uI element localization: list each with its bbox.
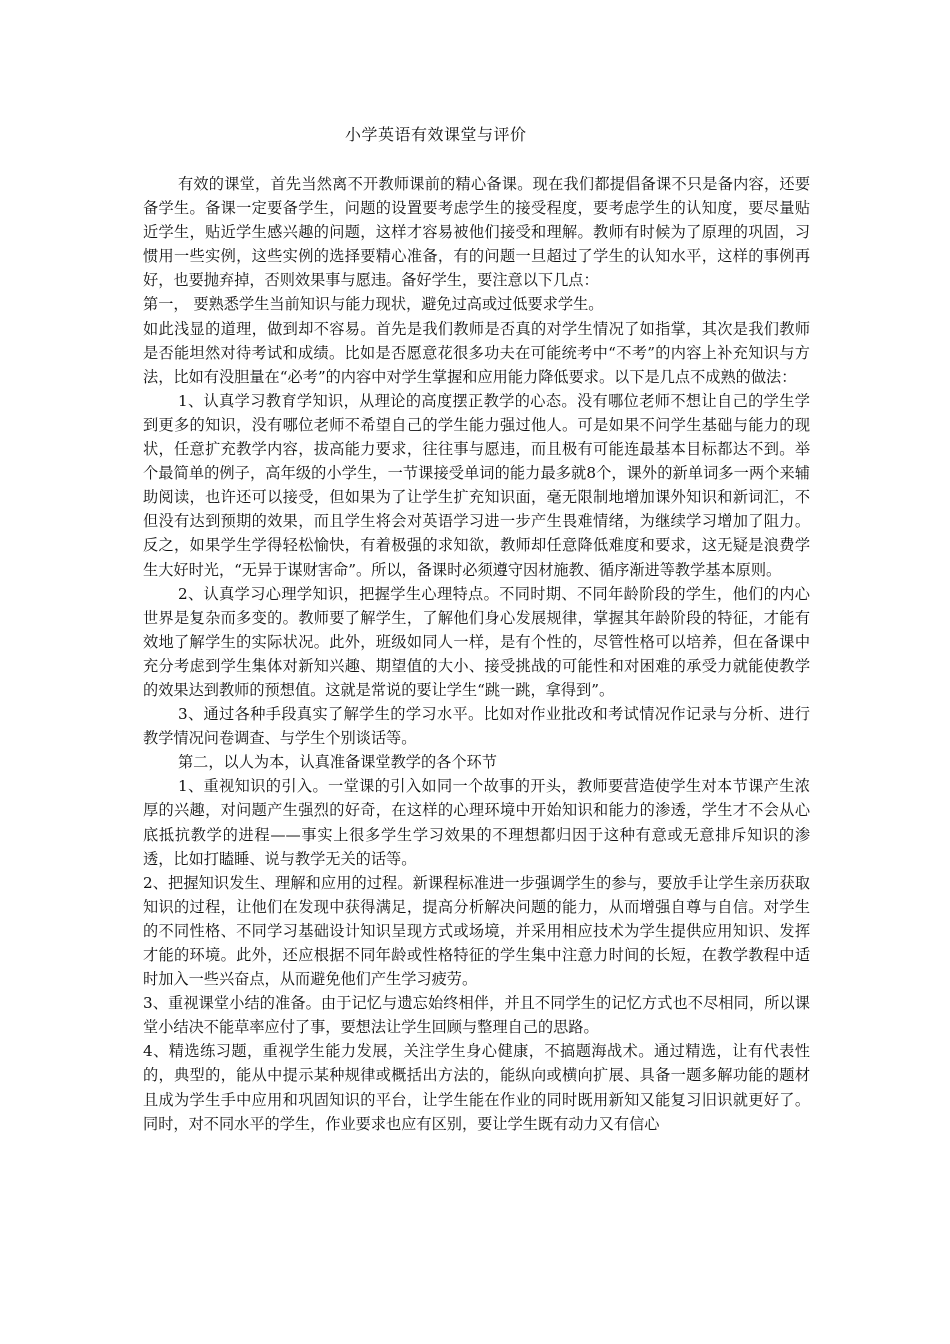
body-paragraph: 第一， 要熟悉学生当前知识与能力现状，避免过高或过低要求学生。 [143, 295, 604, 314]
body-paragraph: 如此浅显的道理，做到却不容易。首先是我们教师是否真的对学生情况了如指掌，其次是我们教师是否能坦然对待考试和成绩。比如是否愿意花很多功夫在可能统考中“不考”的内容上补充知识与方法，比如有没胆量在“必考”的内容中对学生掌握和应用能力降低要求。以下是几点不成熟的做法： [143, 319, 810, 386]
body-paragraph: 3、重视课堂小结的准备。由于记忆与遗忘始终相伴，并且不同学生的记忆方式也不尽相同，所以课堂小结决不能草率应付了事，要想法让学生回顾与整理自己的思路。 [143, 994, 810, 1037]
body-paragraph: 1、重视知识的引入。一堂课的引入如同一个故事的开头，教师要营造使学生对本节课产生浓厚的兴趣，对问题产生强烈的好奇，在这样的心理环境中开始知识和能力的渗透，学生才不会从心底抵抗教学的进程——事实上很多学生学习效果的不理想都归因于这种有意或无意排斥知识的渗透，比如打瞌睡、说与教学无关的话等。 [143, 777, 810, 868]
body-paragraph: 3、通过各种手段真实了解学生的学习水平。比如对作业批改和考试情况作记录与分析、进行教学情况问卷调查、与学生个别谈话等。 [143, 705, 810, 748]
body-paragraph: 第二，以人为本，认真准备课堂教学的各个环节 [177, 753, 497, 772]
document-body [143, 172, 810, 1136]
document-title: 小学英语有效课堂与评价 [345, 125, 527, 144]
body-paragraph: 2、认真学习心理学知识，把握学生心理特点。不同时期、不同年龄阶段的学生，他们的内心世界是复杂而多变的。教师要了解学生，了解他们身心发展规律，掌握其年龄阶段的特征，才能有效地了解学生的实际状况。此外，班级如同人一样，是有个性的，尽管性格可以培养，但在备课中充分考虑到学生集体对新知兴趣、期望值的大小、接受挑战的可能性和对困难的承受力就能使教学的效果达到教师的预想值。这就是常说的要让学生“跳一跳，拿得到”。 [143, 584, 810, 699]
body-paragraph: 2、把握知识发生、理解和应用的过程。新课程标准进一步强调学生的参与，要放手让学生亲历获取知识的过程，让他们在发现中获得满足，提高分析解决问题的能力，从而增强自尊与自信。对学生的不同性格、不同学习基础设计知识呈现方式或场境，并采用相应技术为学生提供应用知识、发挥才能的环境。此外，还应根据不同年龄或性格特征的学生集中注意力时间的长短，在教学教程中适时加入一些兴奋点，从而避免他们产生学习疲劳。 [143, 873, 810, 989]
body-paragraph: 4、精选练习题，重视学生能力发展，关注学生身心健康，不搞题海战术。通过精选，让有代表性的，典型的，能从中提示某种规律或概括出方法的，能纵向或横向扩展、具备一题多解功能的题材且成为学生手中应用和巩固知识的平台，让学生能在作业的同时既用新知又能复习旧识就更好了。同时，对不同水平的学生，作业要求也应有区别，要让学生既有动力又有信心 [143, 1042, 810, 1133]
body-paragraph: 1、认真学习教育学知识，从理论的高度摆正教学的心态。没有哪位老师不想让自己的学生学到更多的知识，没有哪位老师不希望自己的学生能力强过他人。可是如果不问学生基础与能力的现状，任意扩充教学内容，拔高能力要求，往往事与愿违，而且极有可能连最基本目标都达不到。举个最简单的例子，高年级的小学生，一节课接受单词的能力最多就8个，课外的新单词多一两个来辅助阅读，也许还可以接受，但如果为了让学生扩充知识面，毫无限制地增加课外知识和新词汇，不但没有达到预期的效果，而且学生将会对英语学习进一步产生畏难情绪，为继续学习增加了阻力。反之，如果学生学得轻松愉快，有着极强的求知欲，教师却任意降低难度和要求，这无疑是浪费学生大好时光，“无异于谋财害命”。所以，备课时必须遵守因材施教、循序渐进等教学基本原则。 [143, 391, 810, 579]
body-paragraph: 有效的课堂，首先当然离不开教师课前的精心备课。现在我们都提倡备课不只是备内容，还要备学生。备课一定要备学生，问题的设置要考虑学生的接受程度，要考虑学生的认知度，要尽量贴近学生，贴近学生感兴趣的问题，这样才容易被他们接受和理解。教师有时候为了原理的巩固，习惯用一些实例，这些实例的选择要精心准备，有的问题一旦超过了学生的认知水平，这样的事例再好，也要抛弃掉，否则效果事与愿违。备好学生，要注意以下几点： [143, 175, 810, 290]
